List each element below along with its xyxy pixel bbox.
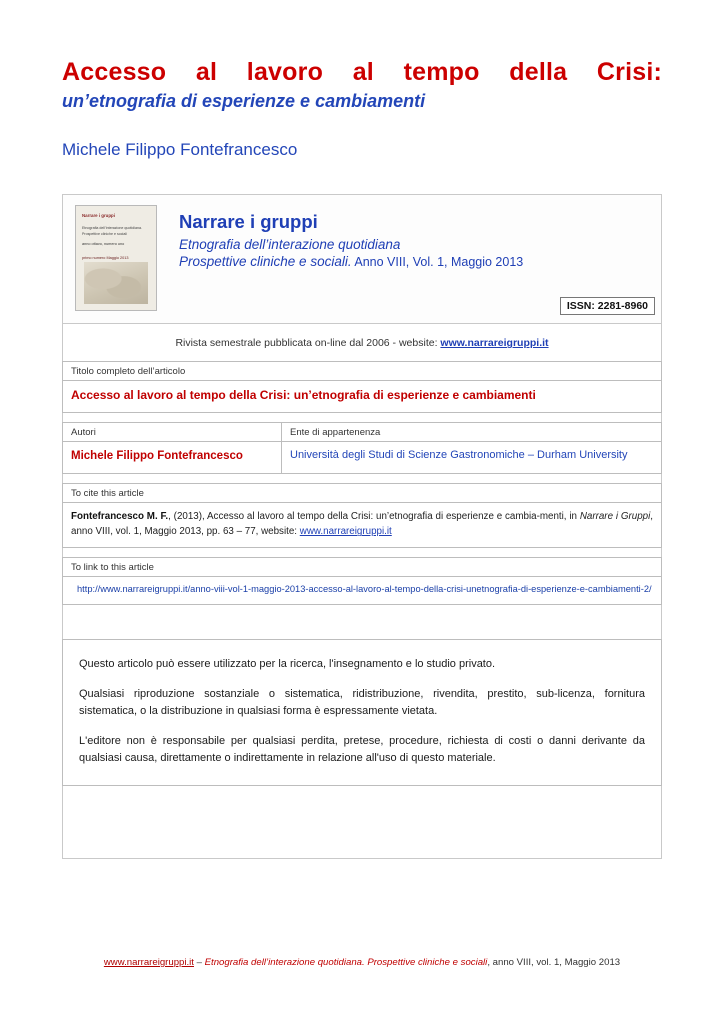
copyright-notice	[62, 639, 662, 786]
journal-issue-line	[179, 254, 649, 269]
article-title-value	[63, 381, 661, 412]
notice-paragraph-3: L'editore non è responsabile per qualsiasi perdita, pretese, procedure, richiesta di costi o danni derivante da qualsiasi causa, direttamente o indirettamente in relazione all'uso di questo materiale.	[79, 734, 645, 764]
article-url[interactable]: http://www.narrareigruppi.it/anno-viii-vol-1-maggio-2013-accesso-al-lavoro-al-tempo-della-crisi-unetnografia-di-esperienze-e-cambiamenti-2/	[77, 583, 652, 594]
affiliation-column	[282, 423, 661, 473]
journal-title: Narrare i gruppi	[179, 211, 318, 233]
author-name-header: Michele Filippo Fontefrancesco	[62, 140, 298, 160]
citation-block	[62, 483, 662, 547]
authors-column	[63, 423, 282, 473]
citation-author: Fontefrancesco M. F.	[71, 511, 169, 523]
citation-value	[63, 503, 661, 546]
footer-website-link[interactable]: www.narrareigruppi.it	[103, 957, 194, 968]
authors-value-wrap	[63, 442, 281, 473]
affiliation-label: Ente di appartenenza	[282, 423, 661, 442]
authors-affiliation-block	[62, 422, 662, 474]
masthead-text	[157, 205, 649, 311]
article-title-italic: un’etnografia di esperienze e cambiamenti	[290, 388, 536, 403]
frame-rule-bottom	[62, 858, 662, 859]
page-title: Accesso al lavoro al tempo della Crisi:	[62, 58, 662, 86]
citation-website-link[interactable]: www.narrareigruppi.it	[299, 526, 392, 538]
journal-publication-note	[62, 337, 662, 349]
citation-part2: , anno VIII, vol. 1, Maggio 2013, pp. 63 – 77, website:	[71, 511, 653, 538]
article-title-label: Titolo completo dell’articolo	[63, 362, 661, 381]
citation-journal: Narrare i Gruppi	[579, 511, 651, 523]
notice-paragraph-2: Qualsiasi riproduzione sostanziale o sistematica, ridistribuzione, rivendita, prestito, sub-licenza, fornitura sistematica, o la distribuzione in qualsiasi forma è espressamente vietata.	[79, 687, 645, 717]
journal-masthead	[62, 194, 662, 324]
page-subtitle: un’etnografia di esperienze e cambiamenti	[62, 90, 426, 111]
link-block	[62, 557, 662, 605]
issn-badge: ISSN: 2281-8960	[560, 297, 655, 315]
cover-artwork	[84, 262, 148, 304]
journal-tagline: Etnografia dell’interazione quotidiana	[179, 237, 401, 253]
notice-paragraph-1: Questo articolo può essere utilizzato per la ricerca, l'insegnamento e lo studio privato.	[79, 657, 496, 670]
footer-issue: , anno VIII, vol. 1, Maggio 2013	[487, 957, 621, 968]
authors-label: Autori	[63, 423, 281, 442]
page-footer	[0, 957, 724, 968]
link-label: To link to this article	[63, 558, 661, 577]
cover-date: primo numero Maggio 2013	[82, 256, 129, 261]
journal-issue-roman: Anno VIII, Vol. 1, Maggio 2013	[351, 255, 524, 270]
journal-issue-italic: Prospettive cliniche e sociali.	[179, 254, 352, 270]
footer-dash: –	[193, 957, 205, 968]
journal-publication-text: Rivista semestrale pubblicata on-line dal 2006 - website:	[175, 337, 441, 350]
article-title-bold: Accesso al lavoro al tempo della Crisi:	[71, 388, 291, 403]
authors-value: Michele Filippo Fontefrancesco	[71, 450, 243, 463]
affiliation-value: Università degli Studi di Scienze Gastronomiche – Durham University	[290, 449, 628, 462]
journal-website-link[interactable]: www.narrareigruppi.it	[440, 337, 549, 350]
cover-subtitle: Etnografia dell’interazione quotidiana. Prospettive cliniche e sociali	[82, 226, 142, 236]
article-title-block	[62, 361, 662, 413]
journal-cover-thumbnail	[75, 205, 157, 311]
citation-label: To cite this article	[63, 484, 661, 503]
cover-issue: anno ottavo, numero uno	[82, 242, 125, 247]
footer-journal-title: Etnografia dell’interazione quotidiana. Prospettive cliniche e sociali	[204, 957, 488, 968]
cover-title: Narrare i gruppi	[82, 213, 115, 219]
citation-part1: , (2013), Accesso al lavoro al tempo della Crisi: un’etnografia di esperienze e cambia-menti, in	[168, 511, 580, 523]
